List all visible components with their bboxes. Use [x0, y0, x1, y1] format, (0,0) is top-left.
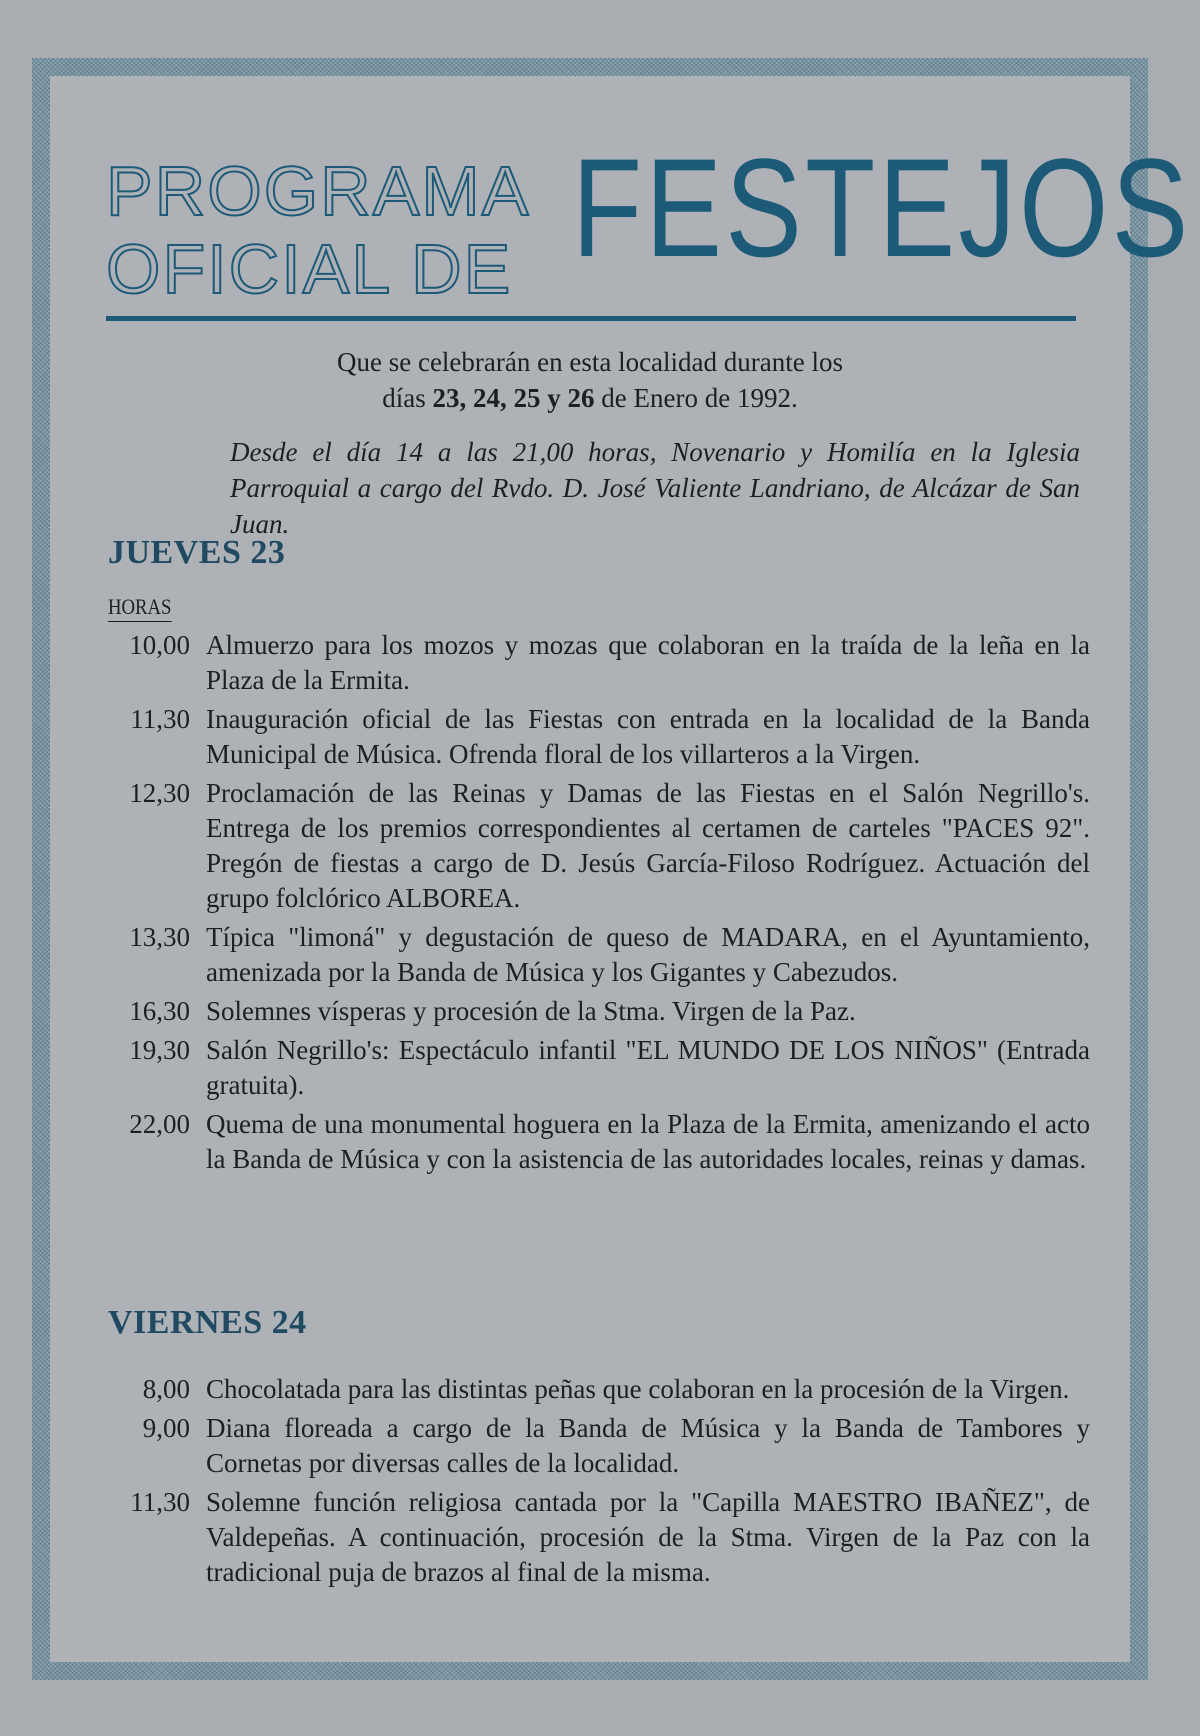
decorative-border [32, 58, 1192, 1680]
list-item [90, 1411, 1090, 1481]
event-text: Chocolatada para las distintas peñas que colaboran en la procesión de la Virgen. [206, 1374, 1070, 1404]
day-heading-jueves: JUEVES 23 [108, 534, 286, 571]
title-underline [106, 316, 1076, 321]
title-line-programa: PROGRAMA [106, 152, 531, 230]
event-time: 9,00 [142, 1413, 190, 1443]
intro-text [50, 344, 1130, 416]
event-text: Almuerzo para los mozos y mozas que colaboran en la traída de la leña en la Plaza de la Ermita. [206, 630, 1090, 695]
event-text: Proclamación de las Reinas y Damas de las Fiestas en el Salón Negrillo's. Entrega de los premios correspondientes al certamen de carteles "PACES 92". Pregón de fiestas a cargo de D. Jesús García-Filoso Rodríguez. Actuación del grupo folclórico ALBOREA. [206, 778, 1090, 913]
list-item [90, 1033, 1090, 1103]
title-line-oficial-de: OFICIAL DE [106, 230, 513, 308]
list-item [90, 702, 1090, 772]
event-time: 22,00 [129, 1109, 190, 1139]
event-time: 8,00 [142, 1374, 190, 1404]
event-text: Inauguración oficial de las Fiestas con entrada en la localidad de la Banda Municipal de Música. Ofrenda floral de los villarteros a la Virgen. [206, 704, 1090, 769]
event-time: 12,30 [129, 778, 190, 808]
novena-note: Desde el día 14 a las 21,00 horas, Novenario y Homilía en la Iglesia Parroquial a cargo del Rvdo. D. José Valiente Landriano, de Alcázar de San Juan. [230, 437, 1080, 539]
event-time: 16,30 [129, 996, 190, 1026]
list-item [90, 920, 1090, 990]
title-festejos: FESTEJOS [572, 129, 1192, 286]
list-item [90, 776, 1090, 916]
event-text: Quema de una monumental hoguera en la Plaza de la Ermita, amenizando el acto la Banda de Música y con la asistencia de las autoridades locales, reinas y damas. [206, 1109, 1090, 1174]
list-item [90, 994, 1090, 1029]
intro-days: 23, 24, 25 y 26 [432, 383, 595, 413]
events-jueves [90, 628, 1090, 1181]
list-item [90, 1107, 1090, 1177]
event-text: Típica "limoná" y degustación de queso de MADARA, en el Ayuntamiento, amenizada por la Banda de Música y los Gigantes y Cabezudos. [206, 922, 1090, 987]
event-text: Solemnes vísperas y procesión de la Stma. Virgen de la Paz. [206, 996, 856, 1026]
event-text: Diana floreada a cargo de la Banda de Música y la Banda de Tambores y Cornetas por diversas calles de la localidad. [206, 1413, 1090, 1478]
event-time: 10,00 [129, 630, 190, 660]
event-time: 19,30 [129, 1035, 190, 1065]
program-sheet [50, 76, 1192, 1662]
event-time: 11,30 [130, 1487, 190, 1517]
program-title [106, 116, 1192, 316]
intro-line-2 [50, 380, 1130, 416]
list-item [90, 628, 1090, 698]
list-item [90, 1372, 1090, 1407]
intro-line-1: Que se celebrarán en esta localidad durante los [336, 347, 843, 377]
horas-label: HORAS [108, 594, 171, 622]
list-item [90, 1485, 1090, 1590]
event-time: 11,30 [130, 704, 190, 734]
events-viernes [90, 1372, 1090, 1594]
event-time: 13,30 [129, 922, 190, 952]
intro-pre: días [382, 383, 433, 413]
event-text: Solemne función religiosa cantada por la "Capilla MAESTRO IBAÑEZ", de Valdepeñas. A continuación, procesión de la Stma. Virgen de la Paz con la tradicional puja de brazos al final de la misma. [206, 1487, 1090, 1587]
intro-post: de Enero de 1992. [594, 383, 798, 413]
day-heading-viernes: VIERNES 24 [108, 1304, 307, 1341]
event-text: Salón Negrillo's: Espectáculo infantil "EL MUNDO DE LOS NIÑOS" (Entrada gratuita). [206, 1035, 1090, 1100]
